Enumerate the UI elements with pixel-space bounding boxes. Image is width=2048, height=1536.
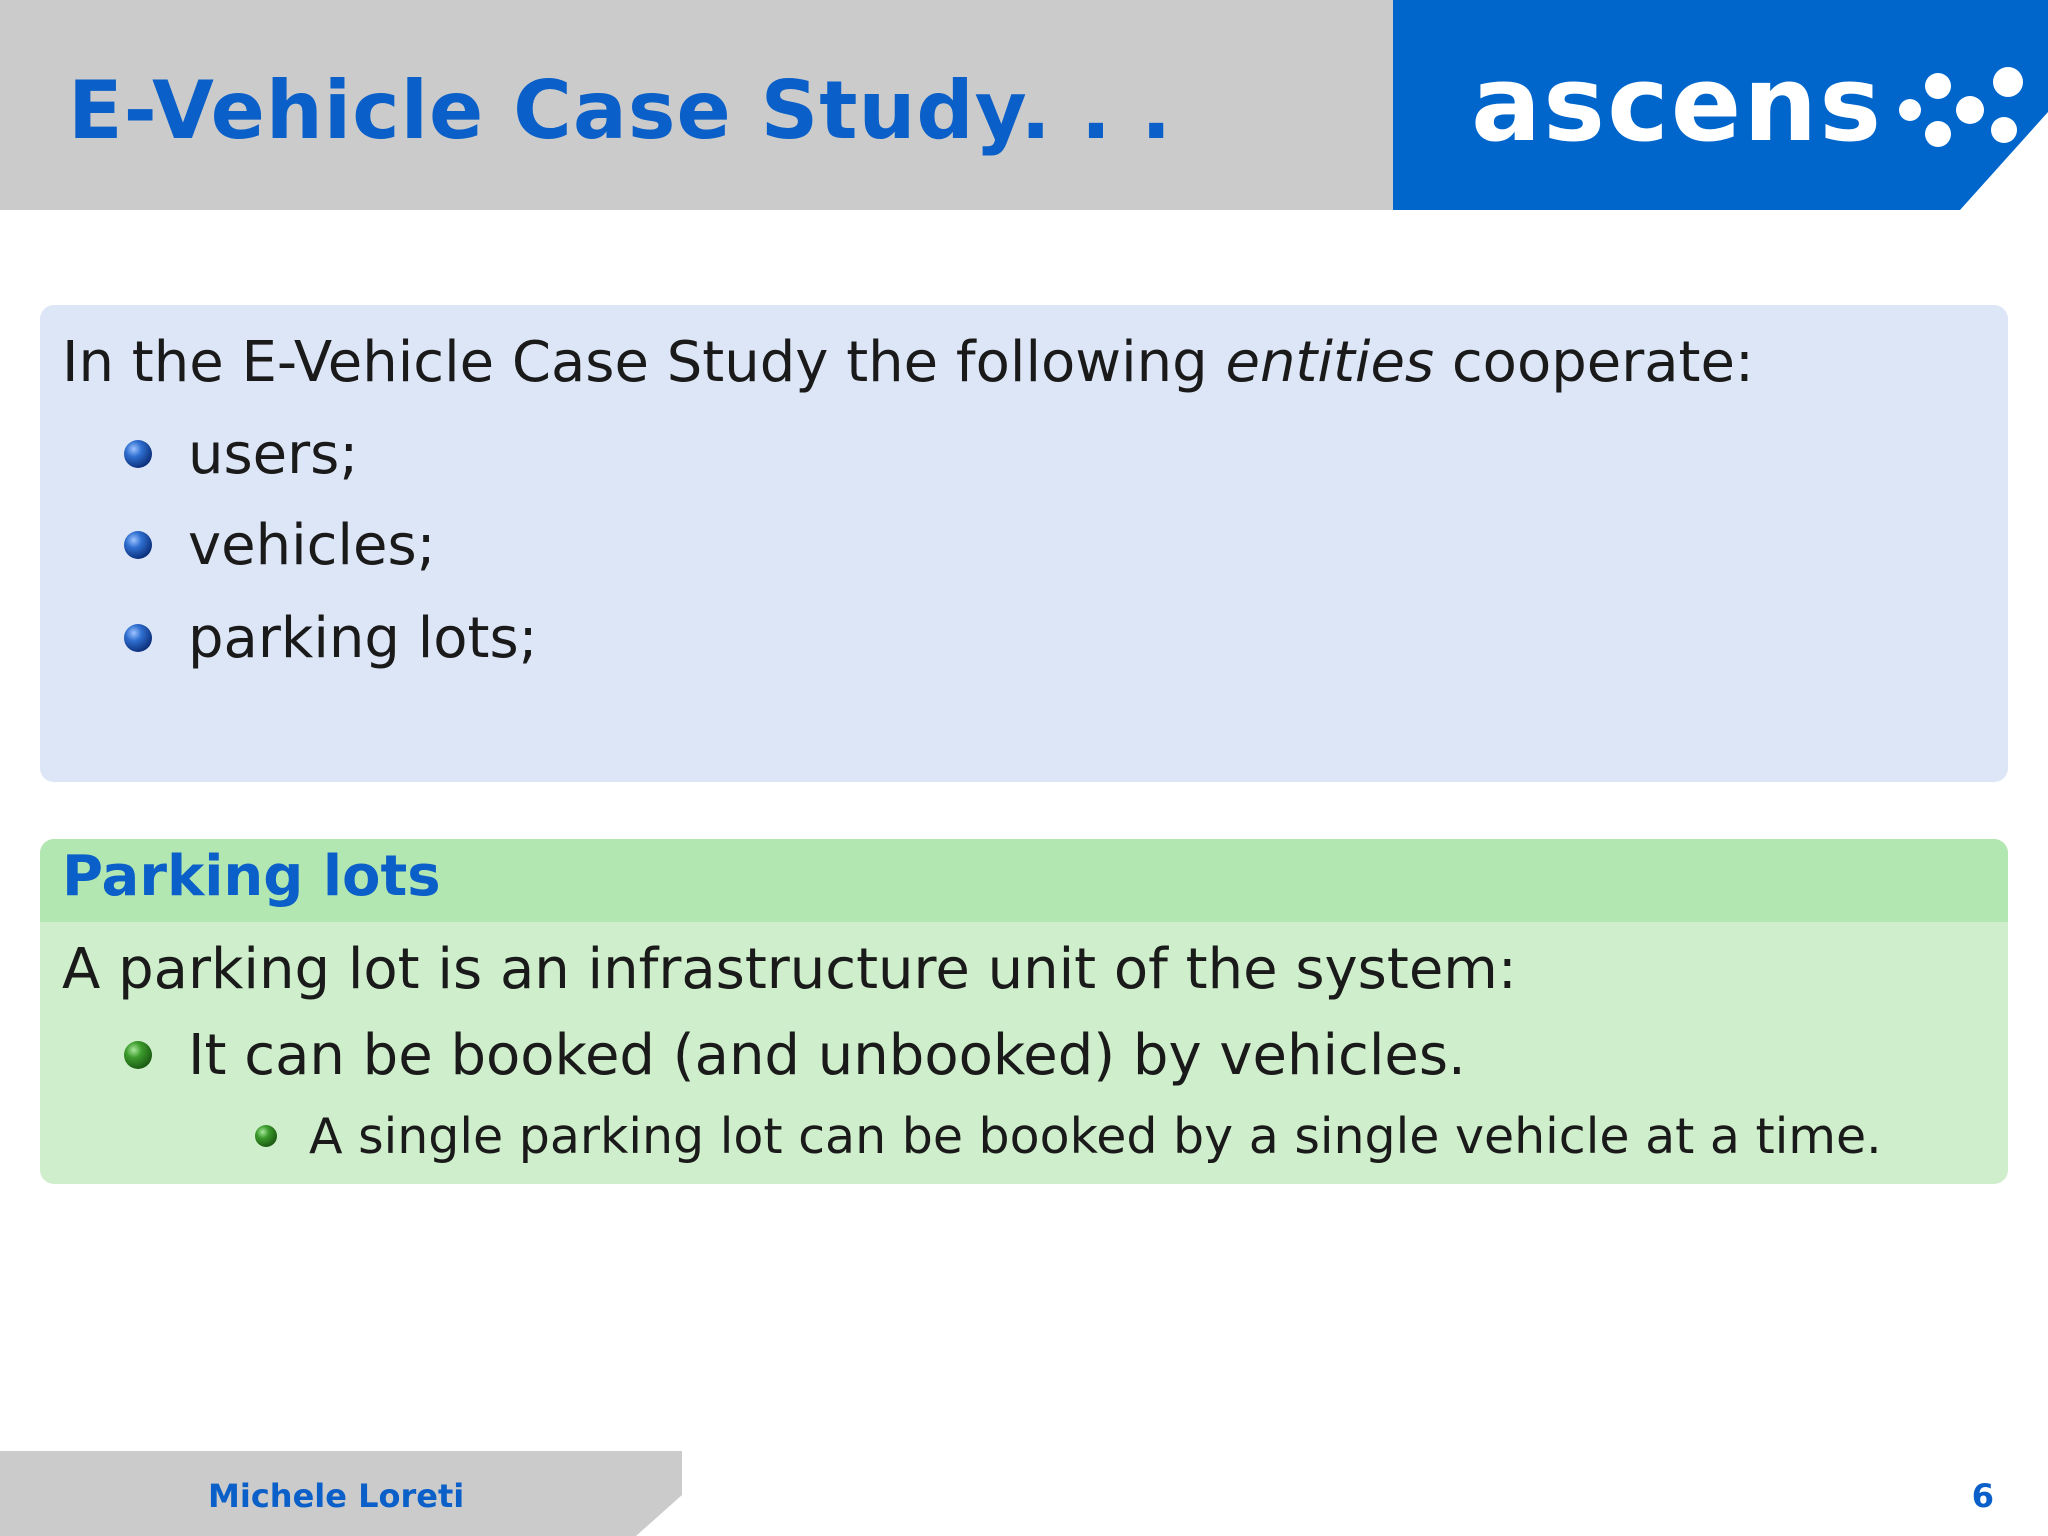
list-item-label: users; — [188, 421, 359, 487]
bullet-ball-icon — [124, 624, 152, 652]
list-item — [124, 510, 436, 580]
slide-title: E-Vehicle Case Study. . . — [68, 64, 1173, 157]
page-number: 6 — [1971, 1477, 1994, 1515]
bullet-ball-icon — [124, 531, 152, 559]
list-item — [124, 603, 538, 673]
block-title: Parking lots — [62, 844, 441, 909]
list-item — [124, 419, 358, 489]
sub-list-item — [255, 1104, 1882, 1168]
logo — [1393, 0, 2048, 210]
bullet-ball-icon — [124, 440, 152, 468]
sub-list-item-label: A single parking lot can be booked by a single vehicle at a time. — [309, 1107, 1882, 1165]
bullet-ball-icon — [124, 1041, 152, 1069]
logo-text: ascens — [1471, 43, 1884, 165]
intro-emphasis: entities — [1225, 330, 1435, 395]
block-text: A parking lot is an infrastructure unit of the system: — [62, 937, 1517, 1002]
list-item-label: parking lots; — [188, 605, 538, 671]
list-item-label: vehicles; — [188, 512, 436, 578]
list-item — [124, 1020, 1466, 1090]
bullet-ball-icon — [255, 1125, 277, 1147]
intro-sentence — [62, 330, 1754, 395]
intro-text-after: cooperate: — [1434, 330, 1754, 395]
intro-text-before: In the E-Vehicle Case Study the following — [62, 330, 1226, 395]
footer-author: Michele Loreti — [208, 1477, 465, 1515]
dots-cluster-icon — [1898, 64, 2028, 156]
list-item-label: It can be booked (and unbooked) by vehicles. — [188, 1022, 1466, 1088]
